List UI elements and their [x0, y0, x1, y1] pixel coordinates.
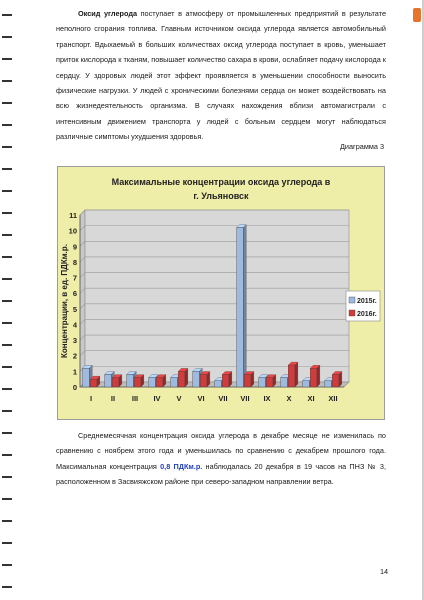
bar-2015-11 [303, 381, 310, 387]
binding-tick [2, 190, 12, 192]
x-tick-label: II [110, 394, 116, 403]
y-tick-label: 9 [72, 242, 77, 252]
paragraph-2 [56, 428, 386, 490]
x-tick-label: IX [263, 394, 271, 403]
bar-2015-1 [83, 368, 90, 387]
binding-tick [2, 322, 12, 324]
bar-2015-5 [171, 378, 178, 387]
x-tick-label: III [131, 394, 139, 403]
bar-2015-8 [237, 228, 244, 387]
bar-2016-10 [288, 365, 295, 387]
bar-2016-4 [156, 378, 163, 387]
bar-2016-3 [134, 378, 141, 387]
bar-2016-5 [178, 371, 185, 387]
binding-tick [2, 234, 12, 236]
page-number: 14 [380, 567, 389, 576]
binding-tick [2, 564, 12, 566]
legend-label: 2016г. [357, 311, 377, 318]
bar-2016-12 [332, 374, 339, 387]
bar-2015-9 [259, 378, 266, 387]
x-tick-label: XI [307, 394, 315, 403]
binding-tick [2, 168, 12, 170]
max-concentration-value: 0,8 ПДКм.р. [160, 461, 203, 471]
bar-2015-12 [325, 381, 332, 387]
bar-2015-6 [193, 371, 200, 387]
y-tick-label: 0 [72, 383, 77, 392]
bar-2016-2 [112, 378, 119, 387]
bar-2015-10 [281, 378, 288, 387]
binding-holes [0, 0, 16, 600]
binding-tick [2, 476, 12, 478]
bookmark-tab [413, 8, 421, 22]
legend-label: 2015г. [357, 298, 377, 305]
y-tick-label: 3 [72, 336, 77, 346]
binding-tick [2, 256, 12, 258]
bar-2016-6 [200, 374, 207, 387]
binding-tick [2, 366, 12, 368]
y-tick-label: 11 [69, 211, 77, 220]
y-axis-label: Концентрации, в ед. ПДКм.р. [60, 244, 69, 358]
binding-tick [2, 80, 12, 82]
bar-2016-11 [310, 368, 317, 387]
bar-chart [58, 167, 384, 419]
bar-side [185, 368, 188, 387]
binding-tick [2, 586, 12, 588]
paragraph-1-text: поступает в атмосферу от промышленных предприятий в результате неполного сгорания топлива. Главным источником оксида углерода является автомобильный транспорт. Вдыхаемый в больших количествах оксид углерода поступает в кровь, уменьшает приток кислорода к тканям, повышает количество сахара в крови, ослабляет подачу кислорода к сердцу. У здоровых людей этот эффект проявляется в уменьшении способности выносить физические нагрузки. У людей с хроническими болезнями сердца он может воздействовать на всю жизнедеятельность организма. В случаях нахождения вблизи автомагистрали с интенсивным движением транспорта у людей с больным сердцем могут наблюдаться различные симптомы ухудшения здоровья. [56, 9, 386, 142]
diagram-label: Диаграмма 3 [339, 142, 384, 151]
paragraph-1-term: Оксид углерода [78, 9, 138, 18]
paragraph-2-after: наблюдалась 20 декабря в 19 часов на ПНЗ № 3, расположенном в Засвияжском районе при северо-западном направлении ветра. [56, 461, 386, 487]
bar-2015-7 [215, 381, 222, 387]
bar-2016-9 [266, 378, 273, 387]
y-tick-label: 1 [72, 367, 77, 377]
x-tick-label: VII [218, 394, 228, 403]
y-tick-label: 2 [72, 351, 77, 361]
x-tick-label: VI [197, 394, 205, 403]
x-tick-label: I [89, 394, 93, 403]
binding-tick [2, 344, 12, 346]
legend-swatch [349, 297, 355, 303]
bar-2016-8 [244, 374, 251, 387]
x-tick-label: V [176, 394, 182, 403]
x-tick-label: VII [240, 394, 250, 403]
binding-tick [2, 454, 12, 456]
binding-tick [2, 520, 12, 522]
binding-tick [2, 498, 12, 500]
y-tick-label: 5 [72, 304, 77, 314]
paragraph-2-before: Среднемесячная концентрация оксида углерода в декабре месяце не изменилась по сравнению с ноябрем этого года и уменьшилась по сравнению с декабрем прошлого года. Максимальная концентрация [56, 431, 386, 471]
y-tick-label: 8 [72, 257, 77, 267]
chart-plot-area [85, 210, 349, 382]
bar-side [243, 225, 246, 387]
y-tick-label: 6 [72, 289, 77, 299]
binding-tick [2, 278, 12, 280]
binding-tick [2, 58, 12, 60]
bar-2015-2 [105, 374, 112, 387]
x-tick-label: X [286, 394, 292, 403]
paragraph-1 [56, 6, 386, 145]
y-tick-label: 10 [68, 226, 77, 236]
binding-tick [2, 102, 12, 104]
binding-tick [2, 124, 12, 126]
binding-tick [2, 432, 12, 434]
x-tick-label: IV [153, 394, 161, 403]
chart-side-wall [80, 210, 85, 387]
binding-tick [2, 388, 12, 390]
binding-tick [2, 36, 12, 38]
chart-title-line: г. Ульяновск [193, 191, 249, 201]
y-tick-label: 4 [72, 320, 77, 330]
binding-tick [2, 410, 12, 412]
binding-tick [2, 212, 12, 214]
chart-frame [57, 166, 385, 420]
bar-side [295, 362, 298, 387]
binding-tick [2, 14, 12, 16]
bar-2015-3 [127, 374, 134, 387]
bar-2015-4 [149, 378, 156, 387]
chart-title-line: Максимальные концентрации оксида углерода в [111, 177, 331, 187]
x-tick-label: XII [328, 394, 338, 403]
bar-2016-1 [90, 379, 97, 387]
legend-swatch [349, 310, 355, 316]
binding-tick [2, 146, 12, 148]
bar-side [317, 365, 320, 387]
bar-2016-7 [222, 374, 229, 387]
binding-tick [2, 542, 12, 544]
binding-tick [2, 300, 12, 302]
y-tick-label: 7 [72, 273, 77, 283]
